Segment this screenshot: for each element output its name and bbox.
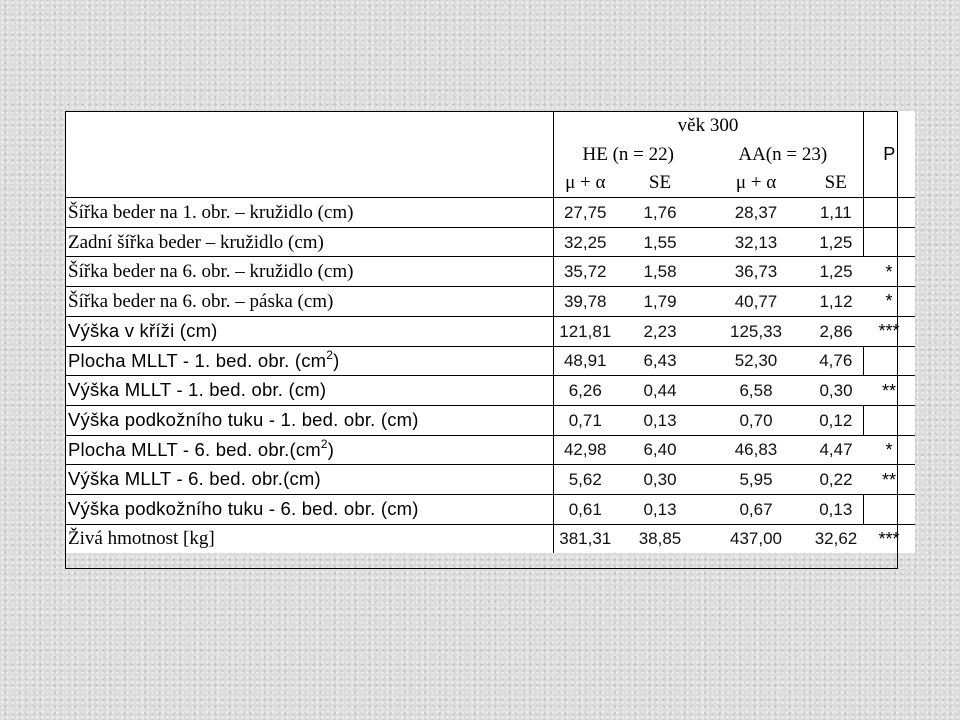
he-se: 1,79 [617,287,703,317]
table-row [65,376,915,406]
row-label: Výška v kříži (cm) [65,316,553,346]
header-row-age [65,111,915,140]
table-row [65,287,915,317]
he-se: 1,58 [617,257,703,287]
p-value: * [863,435,915,465]
row-label [65,435,553,465]
he-se: 0,13 [617,494,703,524]
row-label-text: Plocha MLLT - 6. bed. obr.(cm [68,438,321,460]
aa-se: 1,25 [809,227,863,257]
p-value: *** [863,524,915,553]
p-value: * [863,257,915,287]
he-se: 6,43 [617,346,703,376]
aa-se: 1,11 [809,198,863,228]
row-label: Výška MLLT - 6. bed. obr.(cm) [65,465,553,495]
header-age-group: věk 300 [677,114,739,136]
p-value [863,346,915,376]
row-label [65,346,553,376]
he-se: 38,85 [617,524,703,553]
row-label-end: ) [333,349,340,371]
row-label-superscript: 2 [326,347,334,362]
aa-se: 32,62 [809,524,863,553]
table-row [65,494,915,524]
row-label-superscript: 2 [320,436,328,451]
aa-mean: 125,33 [703,316,809,346]
table-row [65,524,915,553]
aa-mean: 6,58 [703,376,809,406]
row-label: Výška podkožního tuku - 1. bed. obr. (cm) [65,405,553,435]
row-label: Zadní šířka beder – kružidlo (cm) [65,227,553,257]
table-row [65,198,915,228]
he-se: 0,44 [617,376,703,406]
aa-mean: 52,30 [703,346,809,376]
p-value: * [863,287,915,317]
header-mu-alpha-he: μ + α [565,172,606,194]
aa-se: 1,25 [809,257,863,287]
table-row [65,257,915,287]
he-se: 1,76 [617,198,703,228]
p-value: *** [863,316,915,346]
aa-se: 4,76 [809,346,863,376]
aa-mean: 36,73 [703,257,809,287]
he-mean: 0,71 [553,405,617,435]
results-table [65,111,915,553]
aa-mean: 437,00 [703,524,809,553]
aa-se: 0,22 [809,465,863,495]
he-se: 1,55 [617,227,703,257]
aa-mean: 40,77 [703,287,809,317]
header-mu-alpha-aa: μ + α [735,172,777,194]
aa-mean: 46,83 [703,435,809,465]
aa-se: 0,30 [809,376,863,406]
row-label: Výška MLLT - 1. bed. obr. (cm) [65,376,553,406]
table-row [65,435,915,465]
he-mean: 48,91 [553,346,617,376]
p-value: ** [863,376,915,406]
p-value [863,198,915,228]
he-se: 6,40 [617,435,703,465]
aa-mean: 5,95 [703,465,809,495]
aa-mean: 32,13 [703,227,809,257]
header-group-he: HE (n = 22) [582,143,674,165]
row-label: Šířka beder na 6. obr. – kružidlo (cm) [65,257,553,287]
header-p-column: P [863,111,915,198]
aa-mean: 28,37 [703,198,809,228]
he-mean: 381,31 [553,524,617,553]
table-row [65,227,915,257]
row-label: Šířka beder na 1. obr. – kružidlo (cm) [65,198,553,228]
row-label: Šířka beder na 6. obr. – páska (cm) [65,287,553,317]
aa-mean: 0,70 [703,405,809,435]
table-row [65,465,915,495]
aa-se: 2,86 [809,316,863,346]
header-se-aa: SE [824,172,847,194]
he-mean: 5,62 [553,465,617,495]
he-mean: 121,81 [553,316,617,346]
p-value [863,227,915,257]
header-label-blank [65,111,553,198]
he-mean: 42,98 [553,435,617,465]
he-mean: 39,78 [553,287,617,317]
he-mean: 35,72 [553,257,617,287]
he-mean: 0,61 [553,494,617,524]
p-value [863,494,915,524]
aa-se: 0,12 [809,405,863,435]
he-se: 0,13 [617,405,703,435]
he-mean: 27,75 [553,198,617,228]
aa-se: 4,47 [809,435,863,465]
he-se: 0,30 [617,465,703,495]
p-value: ** [863,465,915,495]
p-value [863,405,915,435]
he-mean: 6,26 [553,376,617,406]
table-row [65,346,915,376]
header-se-he: SE [648,172,672,194]
aa-mean: 0,67 [703,494,809,524]
row-label-end: ) [327,438,335,460]
row-label-text: Plocha MLLT - 1. bed. obr. (cm [68,349,327,371]
row-label: Živá hmotnost [kg] [65,524,553,553]
aa-se: 0,13 [809,494,863,524]
he-se: 2,23 [617,316,703,346]
aa-se: 1,12 [809,287,863,317]
table-row [65,316,915,346]
row-label: Výška podkožního tuku - 6. bed. obr. (cm) [65,494,553,524]
header-group-aa: AA(n = 23) [738,143,828,165]
he-mean: 32,25 [553,227,617,257]
table-row [65,405,915,435]
